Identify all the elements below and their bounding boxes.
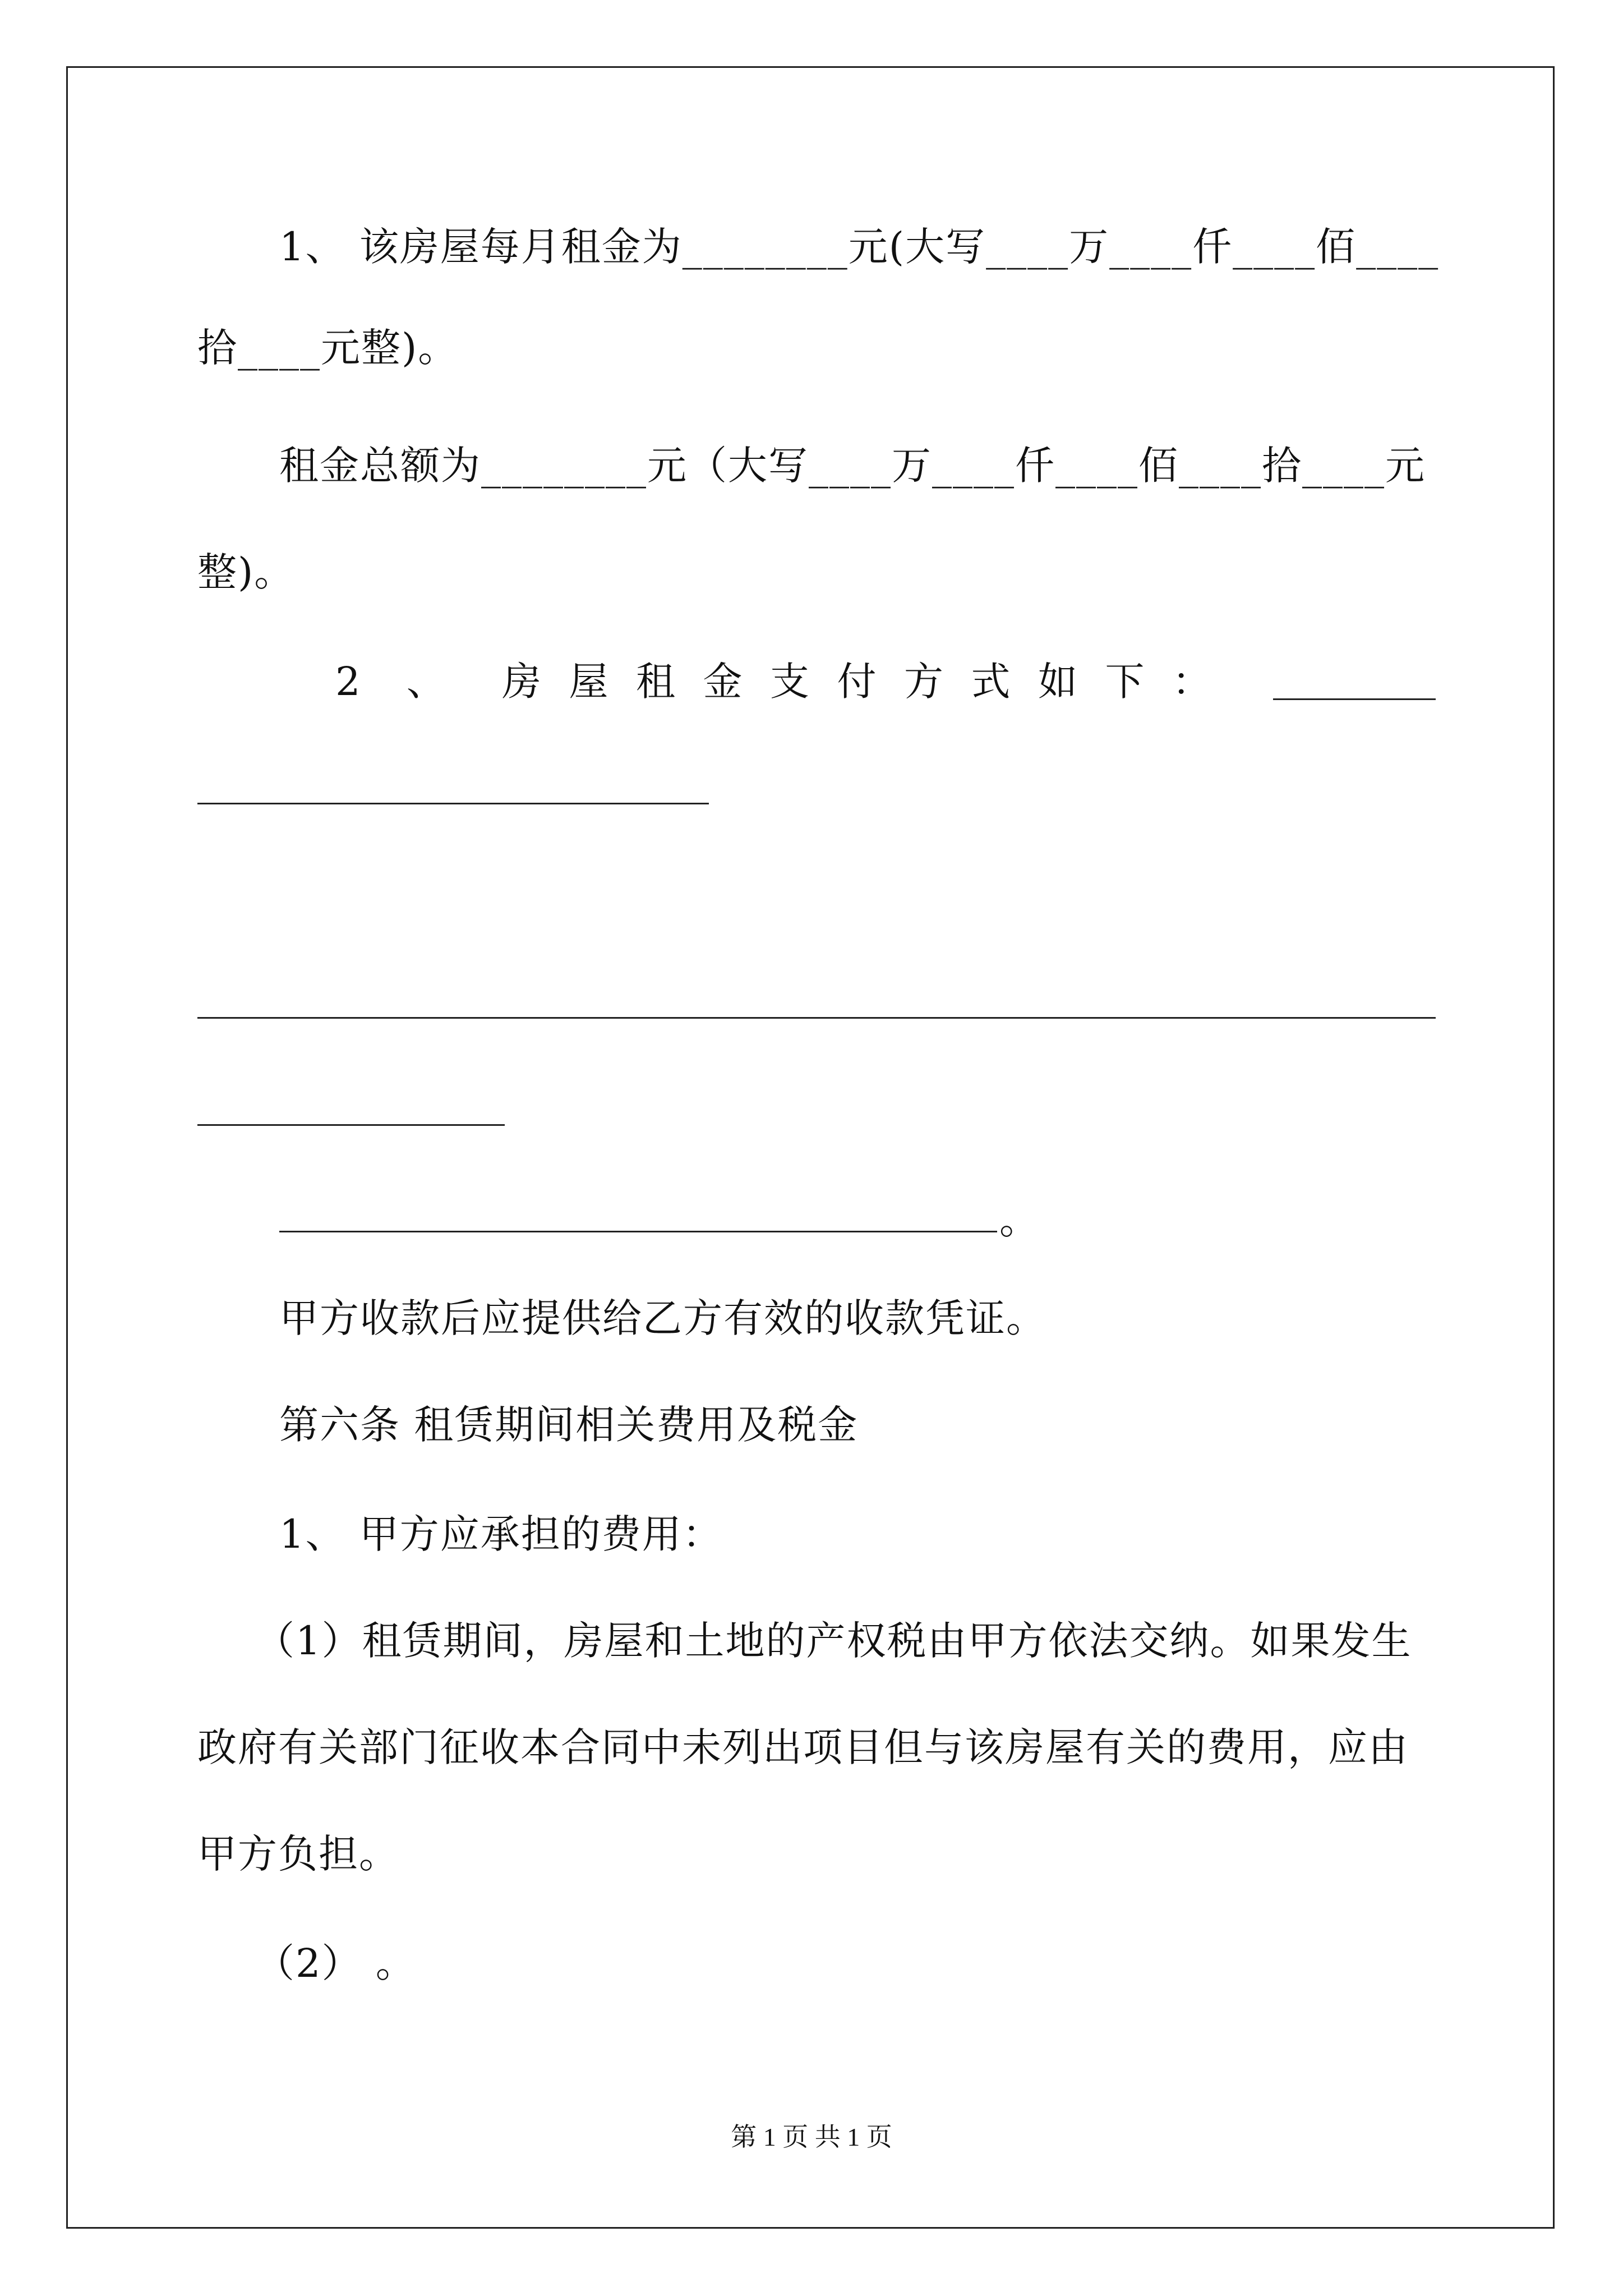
payment-blank-2 (197, 803, 709, 804)
clause-1-line-2: 政府有关部门征收本合同中未列出项目但与该房屋有关的费用，应由 (197, 1724, 1409, 1770)
payment-method-char: 支 (770, 659, 809, 705)
payment-method-char: 租 (636, 659, 675, 705)
rent-total-line-2: 整)。 (197, 549, 295, 595)
clause-2: （2） 。 (255, 1940, 416, 1986)
rent-monthly-line-2: 拾____元整)。 (197, 325, 459, 371)
payment-blank-4 (197, 1124, 505, 1126)
clause-1-line-3: 甲方负担。 (197, 1831, 399, 1877)
payment-blank-5 (279, 1231, 997, 1232)
payment-method-char: 屋 (569, 659, 608, 705)
clause-1-line-1: （1）租赁期间，房屋和土地的产权税由甲方依法交纳。如果发生 (255, 1618, 1412, 1664)
article-six-heading: 第六条 租赁期间相关费用及税金 (279, 1402, 859, 1448)
payment-method-char: 下 (1105, 659, 1145, 705)
payment-method-char: 方 (904, 659, 943, 705)
payment-method-char: 金 (703, 659, 743, 705)
payment-method-prefix: 2 、 (335, 659, 463, 705)
payment-method-char: 如 (1038, 659, 1077, 705)
payment-method-char: ： (1172, 659, 1211, 705)
payment-method-char: 房 (502, 659, 541, 705)
rent-total-line-1: 租金总额为________元（大写____万____仟____佰____拾____元 (279, 443, 1426, 489)
payment-blank-3 (197, 1017, 1436, 1019)
party-a-costs-heading: 1、 甲方应承担的费用： (279, 1511, 723, 1557)
payment-end-mark: 。 (999, 1197, 1040, 1243)
payment-method-char: 式 (971, 659, 1011, 705)
page-footer: 第 1 页 共 1 页 (731, 2123, 892, 2151)
receipt-clause: 甲方收款后应提供给乙方有效的收款凭证。 (279, 1295, 1046, 1341)
payment-blank-1 (1273, 698, 1436, 700)
payment-method-heading (502, 656, 1211, 707)
page-border (66, 66, 1555, 2229)
payment-method-char: 付 (837, 659, 877, 705)
rent-monthly-line-1: 1、 该房屋每月租金为________元(大写____万____仟____佰____ (279, 224, 1440, 270)
